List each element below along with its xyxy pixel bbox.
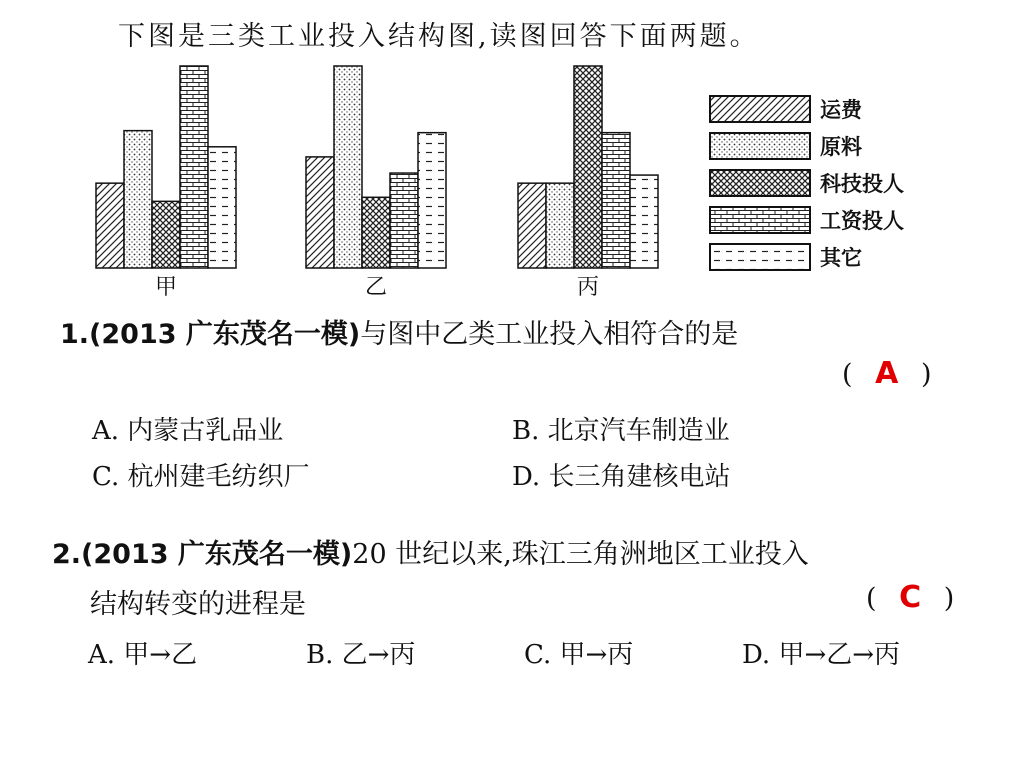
category-label-乙: 乙: [364, 275, 388, 298]
bar-乙-科技投人: [362, 197, 390, 268]
legend-label-科技投人: 科技投人: [820, 171, 904, 196]
q1-text: 与图中乙类工业投入相符合的是: [360, 319, 739, 350]
bar-丙-工资投人: [602, 133, 630, 268]
legend-swatch-原料: [710, 133, 810, 159]
q2-option-a: A. 甲→乙: [88, 640, 198, 670]
q1-option-b: B. 北京汽车制造业: [512, 416, 730, 446]
bar-甲-科技投人: [152, 201, 180, 268]
legend-swatch-工资投人: [710, 207, 810, 233]
bar-丙-原料: [546, 183, 574, 268]
industry-input-chart: [88, 58, 940, 298]
q1-option-c: C. 杭州建毛纺织厂: [92, 462, 310, 492]
bar-乙-运费: [306, 157, 334, 268]
q2-paren-close: ): [943, 583, 955, 614]
q1-paren-close: ): [920, 359, 932, 390]
category-label-丙: 丙: [576, 275, 600, 298]
q2-answer-bracket: [866, 580, 954, 615]
bar-甲-原料: [124, 131, 152, 268]
q2-option-d: D. 甲→乙→丙: [742, 640, 901, 670]
question-2: [52, 532, 809, 571]
legend-swatch-其它: [710, 244, 810, 270]
bar-乙-原料: [334, 66, 362, 268]
q1-option-d: D. 长三角建核电站: [512, 462, 731, 492]
q2-option-b: B. 乙→丙: [306, 640, 416, 670]
q2-text-line2: 结构转变的进程是: [90, 589, 306, 620]
q2-paren-open: (: [866, 583, 877, 614]
intro-text: 下图是三类工业投入结构图,读图回答下面两题。: [118, 21, 760, 52]
legend-label-工资投人: 工资投人: [820, 208, 904, 233]
category-label-甲: 甲: [154, 275, 178, 298]
q2-answer: C: [899, 580, 922, 615]
q1-source: (2013 广东茂名一模): [89, 319, 361, 350]
bar-丙-其它: [630, 175, 658, 268]
q2-number: 2.: [52, 539, 82, 570]
bar-乙-工资投人: [390, 173, 418, 268]
bar-丙-科技投人: [574, 66, 602, 268]
bar-丙-运费: [518, 183, 546, 268]
bar-甲-运费: [96, 183, 124, 268]
question-1: [60, 312, 738, 351]
legend-swatch-科技投人: [710, 170, 810, 196]
q2-text: 20 世纪以来,珠江三角洲地区工业投入: [352, 539, 809, 570]
legend-swatch-运费: [710, 96, 810, 122]
q2-option-c: C. 甲→丙: [524, 640, 634, 670]
bar-甲-其它: [208, 147, 236, 268]
legend-label-原料: 原料: [820, 134, 862, 159]
q1-number: 1.: [60, 319, 90, 350]
bar-甲-工资投人: [180, 66, 208, 268]
q1-paren-open: (: [842, 359, 853, 390]
legend-label-其它: 其它: [820, 245, 862, 270]
legend-label-运费: 运费: [820, 97, 862, 122]
q1-option-a: A. 内蒙古乳品业: [92, 416, 284, 446]
q2-source: (2013 广东茂名一模): [81, 539, 353, 570]
q1-answer: A: [875, 356, 899, 391]
q1-answer-bracket: [842, 356, 932, 391]
bar-乙-其它: [418, 133, 446, 268]
